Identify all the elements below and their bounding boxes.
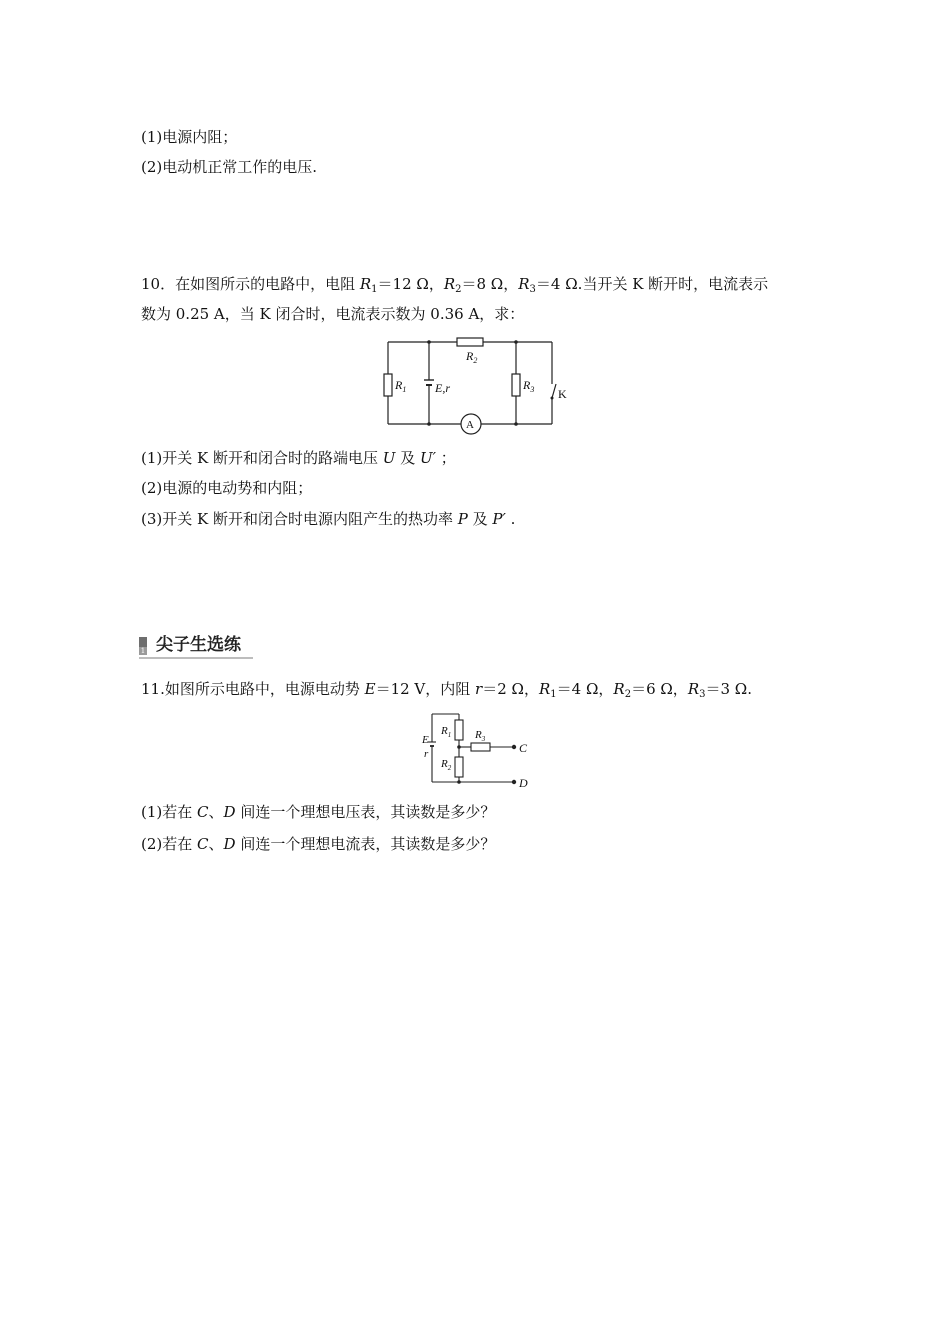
label-r1: $R_1$ <box>441 725 452 739</box>
label-source: E,r <box>435 381 450 395</box>
section-marker-number: 1 <box>140 647 146 655</box>
r3-resistor <box>471 743 490 751</box>
section-title: 尖子生选练 <box>156 635 241 655</box>
label-r2: $R_2$ <box>441 758 452 772</box>
q10-subquestion-1: (1)开关 K 断开和闭合时的路端电压 U 及 U′ ； <box>141 449 456 467</box>
label-r3: $R_3$ <box>523 378 535 394</box>
q10-stem-line-1: 10．在如图所示的电路中，电阻 $R_1=12$ Ω，$R_2=8$ Ω，$R_3=4$ Ω.当开关 K 断开时，电流表示 <box>141 275 769 295</box>
q11-subquestion-2: (2)若在 C、D 间连一个理想电流表，其读数是多少？ <box>141 835 496 853</box>
label-switch: K <box>558 387 567 401</box>
section-underline <box>139 657 253 659</box>
label-r: r <box>424 748 429 760</box>
terminal-d <box>512 780 516 784</box>
r1-resistor <box>455 720 463 740</box>
q10-subquestion-3: (3)开关 K 断开和闭合时电源内阻产生的热功率 P 及 P′ . <box>141 510 516 528</box>
q11-stem: 11.如图所示电路中，电源电动势 E＝12 V，内阻 r＝2 Ω，$R_1=4$ Ω，$R_2=6$ Ω，$R_3=3$ Ω. <box>141 680 753 700</box>
r1-resistor <box>384 374 392 396</box>
q9-subquestion-1: (1)电源内阻； <box>141 128 238 146</box>
q10-stem-line-2: 数为 0.25 A，当 K 闭合时，电流表示数为 0.36 A，求： <box>141 305 525 323</box>
switch-k <box>552 384 556 398</box>
r2-resistor <box>457 338 483 346</box>
section-header <box>139 633 253 657</box>
terminal-c <box>512 745 516 749</box>
label-r1: $R_1$ <box>395 378 407 394</box>
label-ammeter: A <box>466 419 474 431</box>
label-c: C <box>519 741 528 755</box>
label-d: D <box>519 776 528 790</box>
q11-circuit-diagram <box>418 708 538 792</box>
label-e: E <box>422 734 429 746</box>
q10-subquestion-2: (2)电源的电动势和内阻； <box>141 479 313 497</box>
q10-circuit-diagram <box>380 332 580 436</box>
q9-subquestion-2: (2)电动机正常工作的电压. <box>141 158 318 176</box>
q11-subquestion-1: (1)若在 C、D 间连一个理想电压表，其读数是多少？ <box>141 803 496 821</box>
label-r2: $R_2$ <box>466 349 478 365</box>
label-r3: $R_3$ <box>475 729 486 743</box>
r2-resistor <box>455 757 463 777</box>
r3-resistor <box>512 374 520 396</box>
